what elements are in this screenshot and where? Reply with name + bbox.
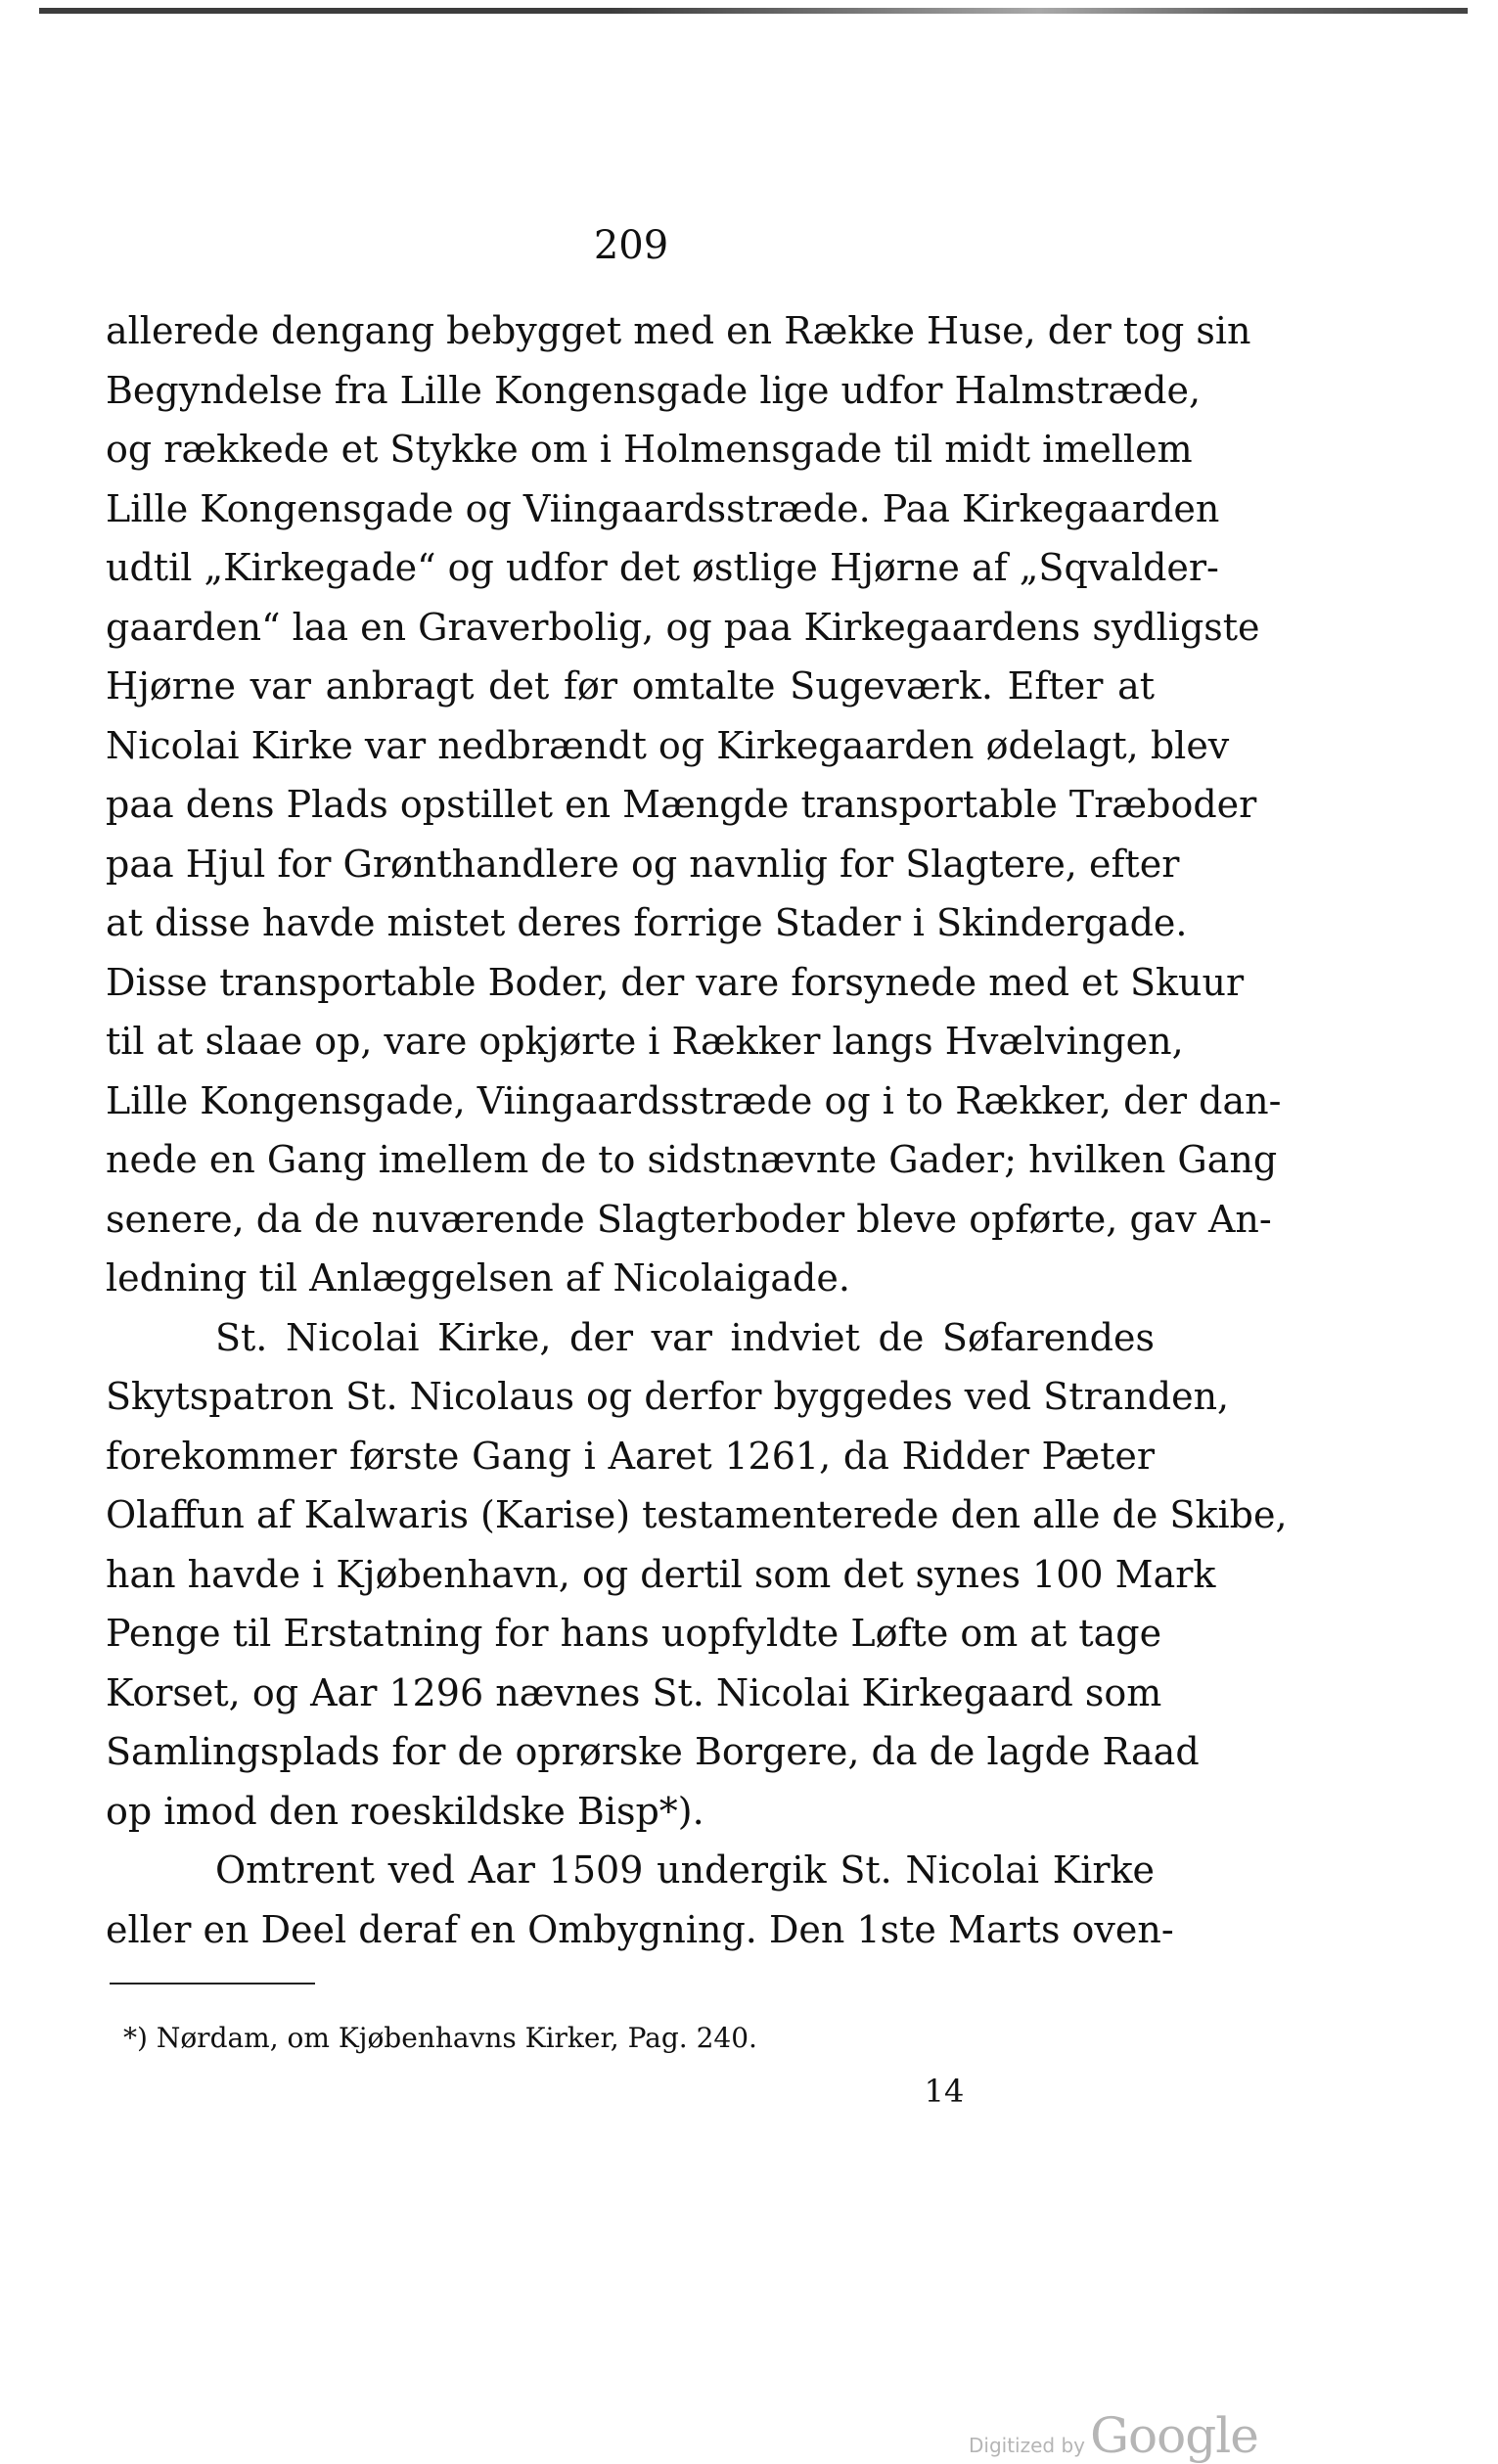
text-line: Olaffun af Kalwaris (Karise) testamenterede den alle de Skibe, bbox=[106, 1493, 1288, 1536]
text-line: senere, da de nuværende Slagterboder bleve opførte, gav An- bbox=[106, 1197, 1272, 1241]
text-line: paa dens Plads opstillet en Mængde transportable Træboder bbox=[106, 783, 1257, 826]
text-line: og rækkede et Stykke om i Holmensgade til midt imellem bbox=[106, 428, 1193, 471]
text-line: gaarden“ laa en Graverbolig, og paa Kirkegaardens sydligste bbox=[106, 605, 1260, 649]
text-line: Lille Kongensgade og Viingaardsstræde. Paa Kirkegaarden bbox=[106, 486, 1220, 530]
scan-edge-rule bbox=[39, 8, 1468, 14]
text-line: udtil „Kirkegade“ og udfor det østlige Hjørne af „Sqvalder- bbox=[106, 546, 1219, 589]
text-line: allerede dengang bebygget med en Række Huse, der tog sin bbox=[106, 309, 1251, 352]
text-line: Hjørne var anbragt det før omtalte Sugeværk. Efter at bbox=[106, 664, 1155, 707]
text-line: til at slaae op, vare opkjørte i Rækker langs Hvælvingen, bbox=[106, 1020, 1184, 1063]
text-line: at disse havde mistet deres forrige Stader i Skindergade. bbox=[106, 901, 1188, 944]
text-line: St. Nicolai Kirke, der var indviet de Søfarendes bbox=[215, 1315, 1155, 1359]
text-line: Lille Kongensgade, Viingaardsstræde og i to Rækker, der dan- bbox=[106, 1078, 1282, 1122]
google-logo: Google bbox=[1090, 2407, 1258, 2464]
signature-mark: 14 bbox=[924, 2073, 965, 2110]
body-text bbox=[106, 301, 1288, 1959]
text-line: forekommer første Gang i Aaret 1261, da Ridder Pæter bbox=[106, 1434, 1155, 1478]
text-line: Omtrent ved Aar 1509 undergik St. Nicolai Kirke bbox=[215, 1848, 1155, 1892]
digitized-watermark bbox=[969, 2407, 1258, 2464]
text-line: ledning til Anlæggelsen af Nicolaigade. bbox=[106, 1256, 850, 1300]
text-line: op imod den roeskildske Bisp*). bbox=[106, 1789, 704, 1833]
text-line: nede en Gang imellem de to sidstnævnte Gader; hvilken Gang bbox=[106, 1138, 1278, 1181]
text-line: Penge til Erstatning for hans uopfyldte Løfte om at tage bbox=[106, 1612, 1162, 1655]
text-line: Nicolai Kirke var nedbrændt og Kirkegaarden ødelagt, blev bbox=[106, 723, 1230, 767]
text-line: han havde i Kjøbenhavn, og dertil som det synes 100 Mark bbox=[106, 1552, 1216, 1596]
footnote: *) Nørdam, om Kjøbenhavns Kirker, Pag. 240. bbox=[123, 2022, 757, 2054]
text-line: Disse transportable Boder, der vare forsynede med et Skuur bbox=[106, 960, 1245, 1004]
watermark-prefix: Digitized by bbox=[969, 2434, 1085, 2457]
text-line: Skytspatron St. Nicolaus og derfor byggedes ved Stranden, bbox=[106, 1375, 1230, 1418]
text-line: paa Hjul for Grønthandlere og navnlig for Slagtere, efter bbox=[106, 842, 1180, 886]
text-line: Korset, og Aar 1296 nævnes St. Nicolai Kirkegaard som bbox=[106, 1670, 1162, 1714]
text-line: Begyndelse fra Lille Kongensgade lige udfor Halmstræde, bbox=[106, 368, 1202, 412]
text-line: eller en Deel deraf en Ombygning. Den 1ste Marts oven- bbox=[106, 1907, 1174, 1951]
page-number: 209 bbox=[593, 223, 669, 268]
text-line: Samlingsplads for de oprørske Borgere, da de lagde Raad bbox=[106, 1730, 1200, 1773]
footnote-divider bbox=[110, 1983, 315, 1985]
